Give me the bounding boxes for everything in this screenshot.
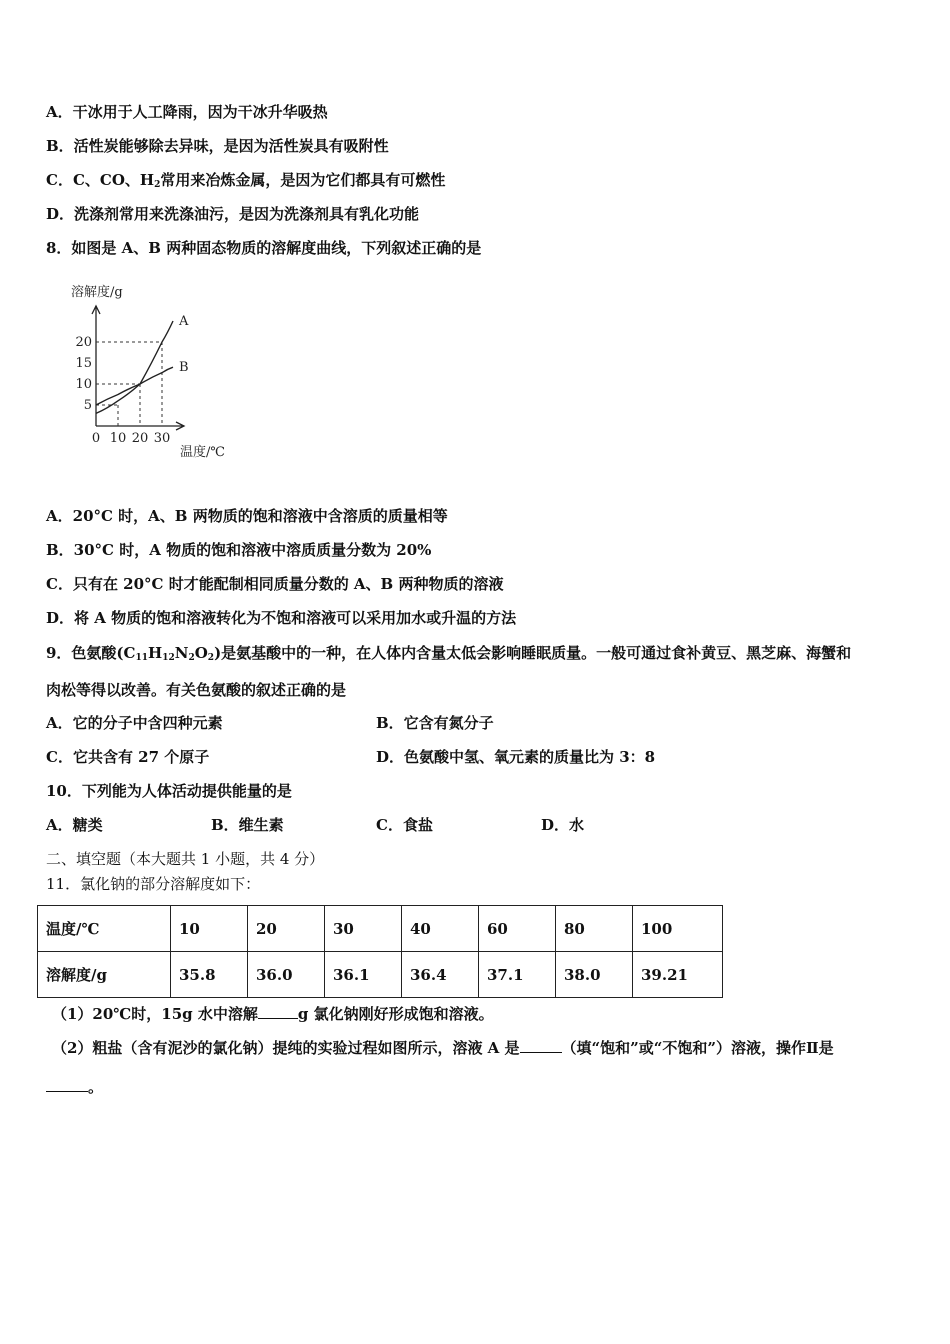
table-cell: 36.1 bbox=[325, 952, 402, 998]
q9-stem bbox=[46, 643, 851, 663]
table-cell: 39.21 bbox=[633, 952, 723, 998]
q11-part-2-prefix: （2）粗盐（含有泥沙的氯化钠）提纯的实验过程如图所示，溶液 A 是 bbox=[52, 1039, 520, 1057]
q11-part-2 bbox=[52, 1038, 834, 1058]
table-cell: 36.4 bbox=[402, 952, 479, 998]
q7-option-a: A．干冰用于人工降雨，因为干冰升华吸热 bbox=[46, 103, 328, 121]
q9-stem-suffix: )是氨基酸中的一种，在人体内含量太低会影响睡眠质量。一般可通过食补黄豆、黑芝麻、海蟹和 bbox=[214, 644, 852, 662]
q9-sub-4: 2 bbox=[207, 653, 215, 663]
q8-option-a: A．20°C 时，A、B 两物质的饱和溶液中含溶质的质量相等 bbox=[46, 507, 448, 525]
q10-option-a: A．糖类 bbox=[46, 816, 103, 834]
q9-mid-2: N bbox=[174, 644, 189, 662]
q11-part-2-end: 。 bbox=[88, 1078, 104, 1096]
q8-option-c: C．只有在 20°C 时才能配制相同质量分数的 A、B 两种物质的溶液 bbox=[46, 575, 504, 593]
answer-blank-1[interactable] bbox=[258, 1004, 298, 1019]
q11-part-2-line-2 bbox=[46, 1077, 103, 1097]
q8-option-b: B．30°C 时，A 物质的饱和溶液中溶质质量分数为 20% bbox=[46, 541, 432, 559]
y-tick-label: 5 bbox=[83, 398, 92, 413]
q9-sub-1: 11 bbox=[135, 653, 149, 663]
x-tick-label: 20 bbox=[131, 431, 149, 446]
x-tick-label: 30 bbox=[153, 431, 171, 446]
chart-ticks bbox=[75, 335, 170, 446]
table-cell: 36.0 bbox=[248, 952, 325, 998]
answer-blank-3[interactable] bbox=[46, 1077, 88, 1092]
q11-part-2-suffix: （填“饱和”或“不饱和”）溶液，操作Ⅱ是 bbox=[561, 1039, 834, 1057]
chart-x-label: 温度/℃ bbox=[180, 445, 225, 460]
chart-guides bbox=[96, 342, 162, 426]
q9-stem-line-2: 肉松等得以改善。有关色氨酸的叙述正确的是 bbox=[46, 681, 347, 699]
table-row-temperature bbox=[38, 906, 723, 952]
q7-option-c-suffix: 常用来冶炼金属，是因为它们都具有可燃性 bbox=[160, 171, 446, 189]
y-tick-label: 15 bbox=[75, 356, 92, 371]
table-cell: 40 bbox=[402, 906, 479, 952]
q7-option-d: D．洗涤剂常用来洗涤油污，是因为洗涤剂具有乳化功能 bbox=[46, 205, 420, 223]
nacl-solubility-table bbox=[37, 905, 723, 998]
y-tick-label: 10 bbox=[75, 377, 92, 392]
q9-stem-prefix: 9．色氨酸(C bbox=[46, 644, 136, 662]
q11-part-1-prefix: （1）20℃时，15g 水中溶解 bbox=[52, 1005, 258, 1023]
solubility-chart bbox=[66, 276, 246, 468]
table-cell: 20 bbox=[248, 906, 325, 952]
q10-option-d: D．水 bbox=[541, 816, 585, 834]
q10-option-c: C．食盐 bbox=[376, 816, 433, 834]
chart-y-label: 溶解度/g bbox=[71, 285, 123, 300]
q7-option-c-subscript: 2 bbox=[154, 180, 161, 190]
table-cell: 30 bbox=[325, 906, 402, 952]
q11-stem: 11．氯化钠的部分溶解度如下： bbox=[46, 875, 261, 893]
table-header-temperature: 温度/℃ bbox=[38, 906, 171, 952]
q7-option-c-prefix: C．C、CO、H bbox=[46, 171, 155, 189]
series-line-B bbox=[96, 367, 173, 405]
q7-option-b: B．活性炭能够除去异味，是因为活性炭具有吸附性 bbox=[46, 137, 389, 155]
table-cell: 60 bbox=[479, 906, 556, 952]
q9-sub-3: 2 bbox=[188, 653, 195, 663]
q7-option-c bbox=[46, 170, 445, 190]
table-row-solubility bbox=[38, 952, 723, 998]
answer-blank-2[interactable] bbox=[520, 1038, 562, 1053]
table-cell: 80 bbox=[556, 906, 633, 952]
chart-series bbox=[96, 314, 189, 413]
table-cell: 37.1 bbox=[479, 952, 556, 998]
x-tick-label: 10 bbox=[109, 431, 127, 446]
table-cell: 100 bbox=[633, 906, 723, 952]
q9-sub-2: 12 bbox=[162, 653, 175, 663]
q9-option-a: A．它的分子中含四种元素 bbox=[46, 714, 223, 732]
y-tick-label: 20 bbox=[75, 335, 92, 350]
series-label-A: A bbox=[179, 314, 189, 329]
q8-option-d: D．将 A 物质的饱和溶液转化为不饱和溶液可以采用加水或升温的方法 bbox=[46, 609, 517, 627]
q8-stem: 8．如图是 A、B 两种固态物质的溶解度曲线，下列叙述正确的是 bbox=[46, 239, 482, 257]
q9-option-b: B．它含有氮分子 bbox=[376, 714, 494, 732]
series-label-B: B bbox=[179, 360, 189, 376]
q9-mid-3: O bbox=[194, 644, 208, 662]
table-cell: 10 bbox=[171, 906, 248, 952]
q10-stem: 10．下列能为人体活动提供能量的是 bbox=[46, 782, 292, 800]
q9-option-d: D．色氨酸中氢、氧元素的质量比为 3：8 bbox=[376, 748, 656, 766]
table-cell: 35.8 bbox=[171, 952, 248, 998]
section-2-title: 二、填空题（本大题共 1 小题，共 4 分） bbox=[46, 850, 325, 868]
q9-mid-1: H bbox=[148, 644, 163, 662]
table-cell: 38.0 bbox=[556, 952, 633, 998]
q11-part-1-suffix: g 氯化钠刚好形成饱和溶液。 bbox=[297, 1005, 494, 1023]
table-header-solubility: 溶解度/g bbox=[38, 952, 171, 998]
x-tick-label: 0 bbox=[91, 431, 101, 446]
q10-option-b: B．维生素 bbox=[211, 816, 284, 834]
q9-option-c: C．它共含有 27 个原子 bbox=[46, 748, 210, 766]
q11-part-1 bbox=[52, 1004, 494, 1024]
